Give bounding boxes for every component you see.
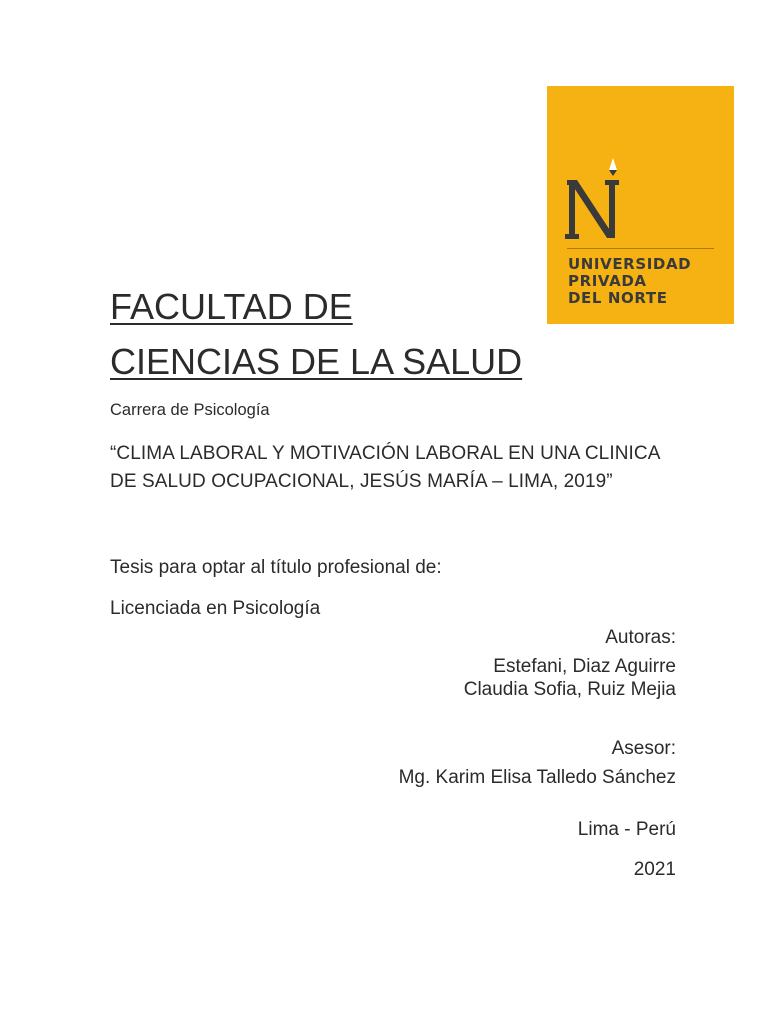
logo-divider <box>567 248 714 249</box>
author-name: Estefani, Diaz Aguirre <box>493 656 676 677</box>
faculty-heading <box>110 285 522 395</box>
logo-line-2: PRIVADA <box>568 272 647 290</box>
place: Lima - Perú <box>577 819 676 840</box>
upn-n-star-icon <box>565 156 621 246</box>
logo-wordmark <box>568 256 728 307</box>
year: 2021 <box>633 859 676 880</box>
career-name: Carrera de Psicología <box>110 401 270 419</box>
thesis-title: “CLIMA LABORAL Y MOTIVACIÓN LABORAL EN UNA CLINICA DE SALUD OCUPACIONAL, JESÚS MARÍA – LIMA, 2019” <box>110 443 660 492</box>
faculty-heading-line-2: CIENCIAS DE LA SALUD <box>110 341 523 382</box>
logo-line-1: UNIVERSIDAD <box>568 255 692 273</box>
advisor-name: Mg. Karim Elisa Talledo Sánchez <box>398 767 676 788</box>
faculty-heading-line-1: FACULTAD DE <box>110 286 353 327</box>
advisor-label: Asesor: <box>611 738 676 759</box>
logo-line-3: DEL NORTE <box>568 289 668 307</box>
author-name: Claudia Sofia, Ruiz Mejia <box>463 679 676 700</box>
authors-label: Autoras: <box>605 627 676 648</box>
university-logo <box>547 86 734 324</box>
degree-title: Licenciada en Psicología <box>110 598 321 619</box>
degree-intro: Tesis para optar al título profesional de: <box>110 557 442 578</box>
